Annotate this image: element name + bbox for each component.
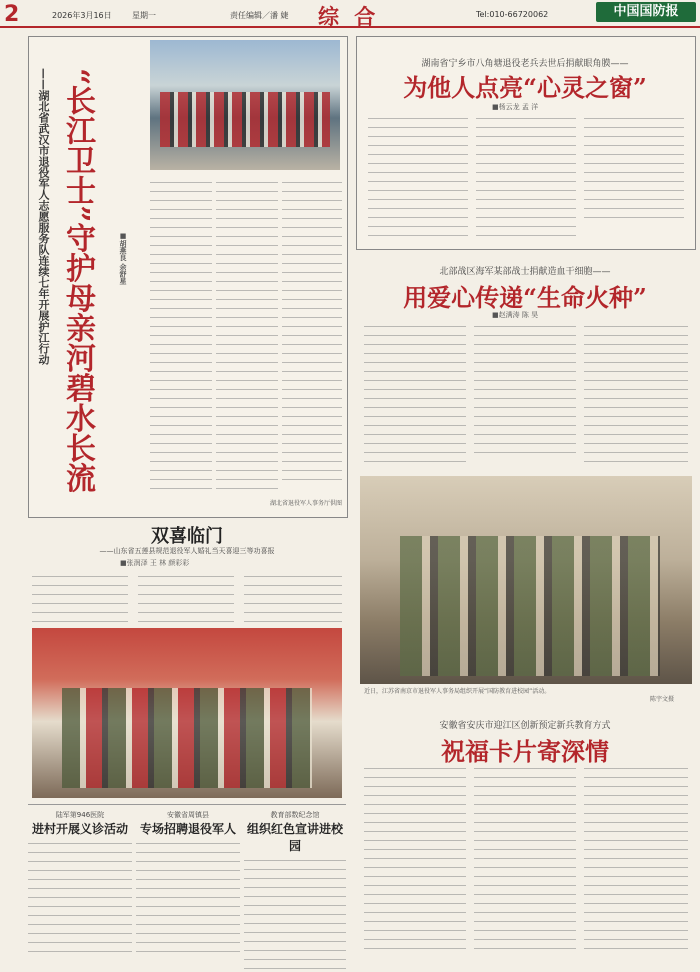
section-title: 综 合: [318, 4, 380, 29]
article-cornea-title: 为他人点亮“心灵之窗”: [403, 73, 647, 102]
article-stemcell-text-col3: [584, 326, 688, 466]
briefs-divider: [28, 804, 346, 805]
article-stemcell-text-col2: [474, 326, 576, 456]
page-number: 2: [4, 2, 20, 27]
brief-2: [136, 810, 240, 955]
wedding-group: [62, 688, 312, 788]
article-cornea-byline: ■杨云龙 孟 洋: [492, 103, 539, 111]
article-stemcell-text-col1: [364, 326, 466, 466]
brief-1-title: 进村开展义诊活动: [31, 822, 128, 836]
brief-2-text: [136, 843, 240, 955]
article-yangtze-title: “长江卫士”守护母亲河碧水长流: [60, 68, 95, 493]
article-cornea-text-col1: [368, 118, 468, 236]
article-yangtze-text-col3: [282, 182, 342, 482]
brief-3-text: [244, 860, 346, 972]
article-wedding-text-col1: [32, 576, 128, 622]
brief-3-title: 组织红色宣讲进校园: [246, 822, 343, 853]
article-cornea-kicker: 湖南省宁乡市八角塘退役老兵去世后捐献眼角膜——: [421, 59, 629, 69]
brief-2-title: 专场招聘退役军人: [139, 822, 236, 836]
brief-3: [244, 810, 346, 972]
article-wedding-photo: [32, 628, 342, 798]
exhibit-visitors: [400, 536, 660, 676]
article-yangtze-text-col1: [150, 182, 212, 492]
article-card-text-col2: [474, 768, 576, 956]
newspaper-logo: 中国国防报: [596, 2, 696, 22]
issue-weekday: 星期一: [132, 11, 156, 20]
article-yangtze-subtitle: ——湖北省武汉市退役军人志愿服务队连续七年开展护江行动: [37, 68, 50, 365]
article-wedding-text-col2: [138, 576, 234, 622]
brief-1-text: [28, 843, 132, 955]
article-exhibit-credit: 陈宇文摄: [650, 696, 675, 703]
article-cornea-text-col2: [476, 118, 576, 236]
article-cornea-text-col3: [584, 118, 684, 218]
brief-1-unit: 陆军第946医院: [55, 811, 105, 819]
issue-date: 2026年3月16日: [52, 11, 112, 20]
article-card-text-col3: [584, 768, 688, 956]
article-card-title: 祝福卡片寄深情: [441, 737, 609, 766]
article-stemcell-byline: ■赵满涛 陈 昊: [492, 311, 539, 319]
tel: Tel:010-66720062: [476, 10, 549, 19]
article-wedding-byline: ■张润泽 王 林 颜彩彩: [120, 559, 190, 567]
article-wedding-kicker: ——山东省五莲县规范退役军人婚礼当天喜迎三等功喜报: [99, 547, 275, 555]
article-card-kicker: 安徽省安庆市迎江区创新预定新兵教育方式: [439, 721, 611, 731]
editor: 责任编辑／潘 婕: [230, 11, 289, 20]
article-yangtze-text-col2: [216, 182, 278, 492]
article-exhibit-photo: [360, 476, 692, 684]
volunteer-group: [160, 92, 330, 147]
brief-2-unit: 安徽省周镇县: [167, 811, 209, 819]
article-yangtze-byline: ■胡燕良 余舒星: [119, 232, 127, 285]
brief-1: [28, 810, 132, 955]
article-stemcell-title: 用爱心传递“生命火种”: [403, 283, 647, 312]
article-wedding-title: 双喜临门: [151, 526, 223, 547]
article-wedding-text-col3: [244, 576, 342, 622]
article-card-text-col1: [364, 768, 466, 956]
article-yangtze-photo-caption: 湖北省退役军人事务厅供图: [269, 500, 342, 507]
brief-3-unit: 教育部数纪念馆: [270, 811, 320, 819]
article-stemcell-kicker: 北部战区海军某部战士捐献造血干细胞——: [439, 267, 611, 277]
article-exhibit-caption: 近日，江苏省南京市退役军人事务局组织开展“国防教育进校园”活动。: [364, 688, 551, 695]
article-yangtze-photo: [150, 40, 340, 170]
